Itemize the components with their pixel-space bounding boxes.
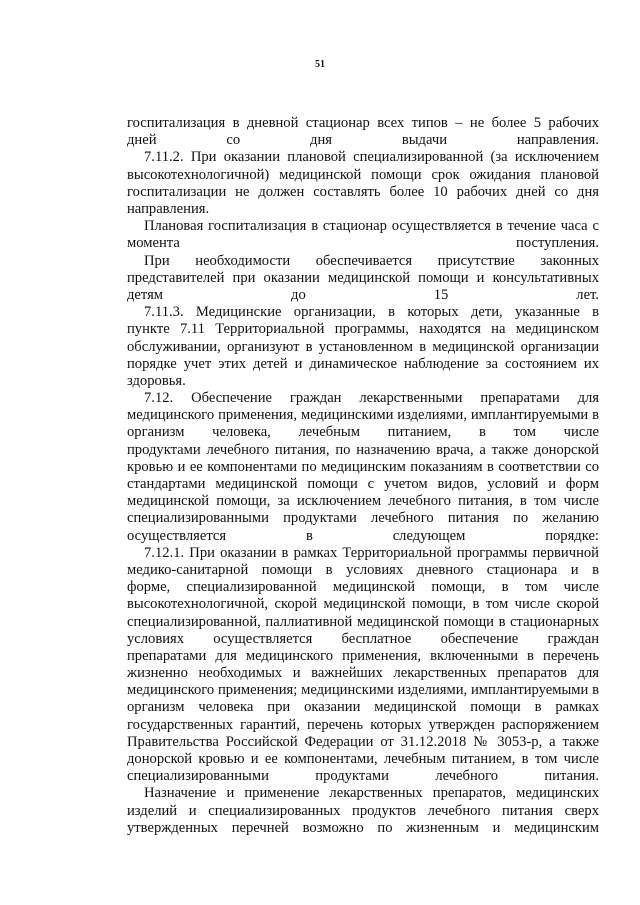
text-line: утвержденных перечней возможно по жизненным и медицинским [127,819,599,836]
text-line: здоровья. [127,372,186,389]
text-line: направления. [127,200,210,217]
text-line: При необходимости обеспечивается присутствие законных [144,252,599,269]
text-line: донорской кровью и ее компонентами, лечебным питанием, в том числе [127,751,599,768]
text-line: форме, специализированной медицинской помощи, в том числе [127,579,599,596]
text-line: порядке учет этих детей и динамическое наблюдение за состоянием их [127,355,599,372]
text-line: стандартами медицинской помощи с учетом видов, условий и форм [127,476,599,493]
text-line: Правительства Российской Федерации от 31.12.2018 № 3053-р, а также [127,733,599,750]
paragraph [127,115,599,149]
text-line: кровью и ее компонентами по медицинским показаниям в соответствии со [127,458,599,475]
text-line: 7.11.2. При оказании плановой специализированной (за исключением [144,149,599,166]
paragraph [127,149,599,218]
text-line: детям до 15 лет. [127,286,599,303]
text-line: 7.12.1. При оказании в рамках Территориальной программы первичной [144,544,599,561]
text-line: государственных гарантий, перечень которых утвержден распоряжением [127,716,599,733]
text-line: обслуживании, организуют в установленном в медицинской организации [127,338,599,355]
text-line: организм человека, лечебным питанием, в том числе [127,424,599,441]
text-line: медицинской помощи, за исключением лечебного питания, в том числе [127,493,599,510]
text-line: специализированными продуктами лечебного питания. [127,768,599,785]
paragraph [127,304,599,390]
text-line: специализированными продуктами лечебного питания по желанию [127,510,599,527]
paragraph [127,785,599,837]
text-line: представителей при оказании медицинской помощи и консультативных [127,269,599,286]
document-body [127,115,599,837]
text-line: 7.11.3. Медицинские организации, в которых дети, указанные в [144,304,599,321]
text-line: жизненно необходимых и важнейших лекарственных препаратов для [127,665,599,682]
text-line: медицинского применения, медицинскими изделиями, имплантируемыми в [127,407,599,424]
text-line: специализированной, паллиативной медицинской помощи в стационарных [127,613,599,630]
text-line: момента поступления. [127,235,599,252]
page-number: 51 [315,59,325,70]
text-line: Плановая госпитализация в стационар осуществляется в течение часа с [144,218,599,235]
text-line: 7.12. Обеспечение граждан лекарственными препаратами для [144,390,599,407]
text-line: медицинского применения; медицинскими изделиями, имплантируемыми в [127,682,599,699]
paragraph [127,253,599,305]
text-line: дней со дня выдачи направления. [127,132,599,149]
text-line: осуществляется в следующем порядке: [127,527,599,544]
text-line: изделий и специализированных продуктов лечебного питания сверх [127,802,599,819]
text-line: высокотехнологичной) медицинской помощи срок ожидания плановой [127,166,599,183]
text-line: госпитализации не должен составлять более 10 рабочих дней со дня [127,183,599,200]
text-line: госпитализация в дневной стационар всех типов – не более 5 рабочих [127,115,599,131]
text-line: пункте 7.11 Территориальной программы, находятся на медицинском [127,321,599,338]
text-line: условиях осуществляется бесплатное обеспечение граждан [127,630,599,647]
text-line: препаратами для медицинского применения, включенными в перечень [127,647,599,664]
text-line: медико-санитарной помощи в условиях дневного стационара и в [127,561,599,578]
paragraph [127,218,599,252]
paragraph [127,545,599,786]
text-line: организм человека при оказании медицинской помощи в рамках [127,699,599,716]
paragraph [127,390,599,545]
text-line: высокотехнологичной, скорой медицинской помощи, в том числе скорой [127,596,599,613]
text-line: Назначение и применение лекарственных препаратов, медицинских [144,785,599,802]
text-line: продуктами лечебного питания, по назначению врача, а также донорской [127,441,599,458]
